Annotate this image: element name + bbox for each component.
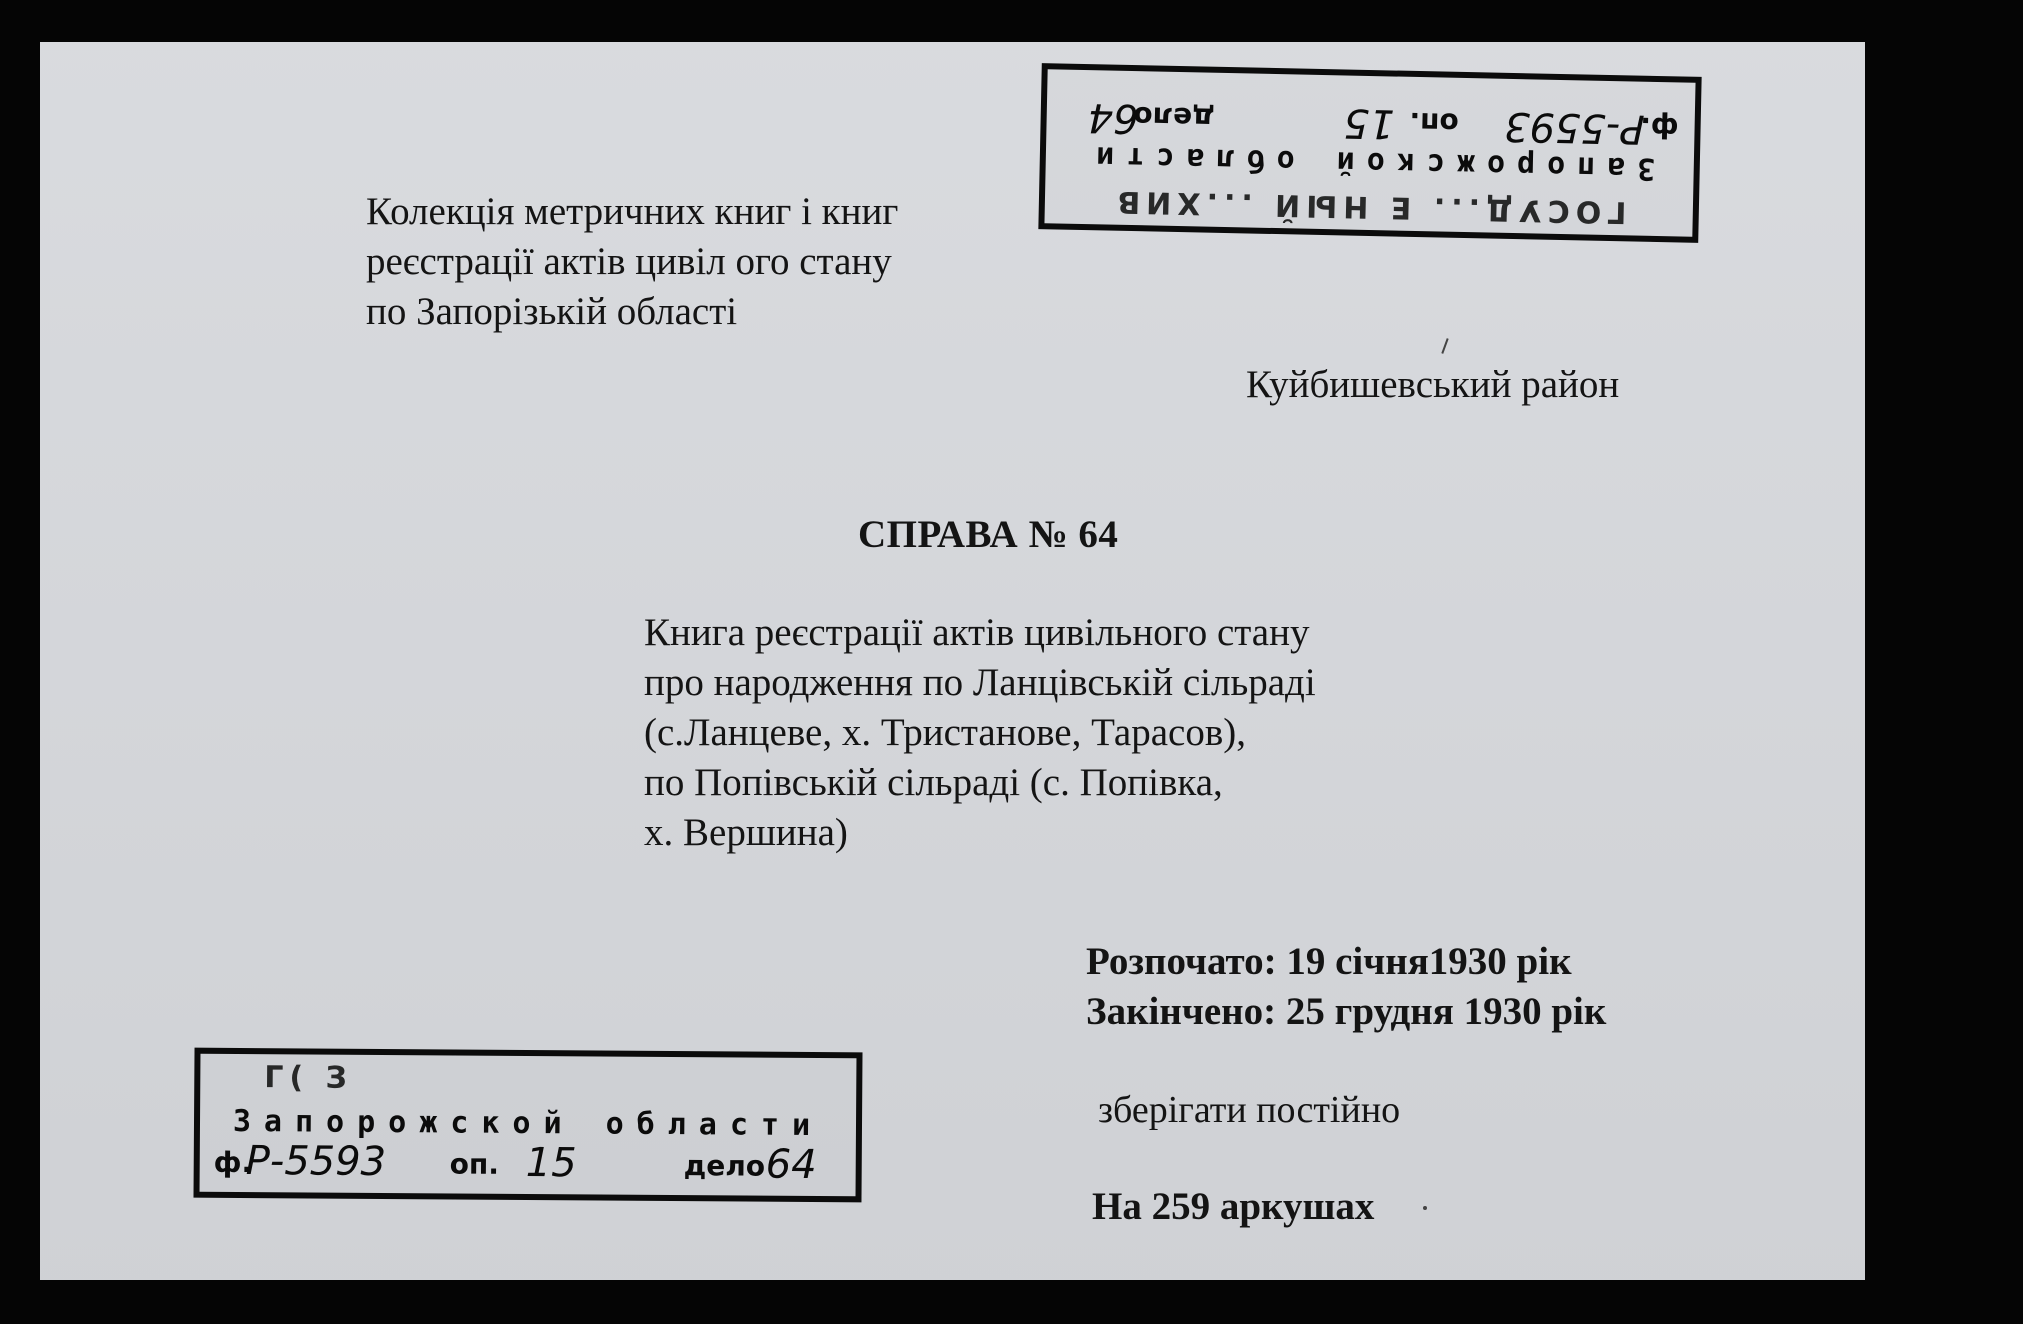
- archive-stamp-bottom: [193, 1048, 862, 1203]
- end-date: Закінчено: 25 грудня 1930 рік: [1086, 990, 1607, 1033]
- description-line: про народження по Ланцівській сільраді: [644, 661, 1316, 704]
- stamp-region: Запорожской области: [1083, 139, 1656, 186]
- stamp-opis-number: 15: [1343, 99, 1396, 147]
- sheet-count: На 259 аркушах: [1092, 1185, 1375, 1228]
- storage-term: зберігати постійно: [1098, 1089, 1401, 1131]
- start-date: Розпочато: 19 січня1930 рік: [1086, 940, 1572, 983]
- stamp-delo-label: дело: [1133, 100, 1216, 135]
- collection-line: реєстрації актів цивіл ого стану: [366, 240, 892, 283]
- scan-speck: [1423, 1206, 1427, 1210]
- district-name: Куйбишевський район: [1246, 363, 1620, 406]
- archive-stamp-top: [1038, 63, 1701, 243]
- description-line: (с.Ланцеве, х. Тристанове, Тарасов),: [644, 711, 1247, 754]
- case-dates: [1086, 937, 1606, 1037]
- description-line: Книга реєстрації актів цивільного стану: [644, 611, 1310, 654]
- stamp-opis-label: оп.: [449, 1147, 500, 1181]
- scan-speck: [1441, 338, 1448, 354]
- description-line: х. Вершина): [644, 811, 848, 854]
- stamp-fond-number: Р-5593: [1503, 102, 1646, 152]
- collection-line: по Запорізькій області: [366, 290, 738, 333]
- stamp-fond-label: ф.: [213, 1145, 253, 1180]
- stamp-fond-number: Р-5593: [245, 1138, 387, 1186]
- archive-cover-sheet: [40, 42, 1865, 1280]
- stamp-fond-label: ф.: [1639, 110, 1679, 145]
- stamp-delo-number: 64: [1087, 94, 1140, 142]
- stamp-references: [200, 1138, 856, 1189]
- stamp-delo-number: 64: [765, 1141, 817, 1189]
- description-line: по Попівській сільраді (с. Попівка,: [644, 761, 1223, 804]
- stamp-delo-label: дело: [683, 1149, 766, 1183]
- case-number-heading: СПРАВА № 64: [858, 513, 1119, 556]
- stamp-opis-label: оп.: [1409, 105, 1459, 140]
- collection-title: [366, 187, 898, 337]
- stamp-opis-number: 15: [525, 1139, 577, 1187]
- stamp-archive-name: Г( З: [264, 1060, 354, 1096]
- collection-line: Колекція метричних книг і книг: [366, 190, 899, 233]
- stamp-archive-name: ГОСУД... Е НЫЙ ...ХИВ: [1111, 183, 1627, 230]
- stamp-region: Запорожской области: [232, 1103, 824, 1144]
- case-description: [644, 608, 1316, 858]
